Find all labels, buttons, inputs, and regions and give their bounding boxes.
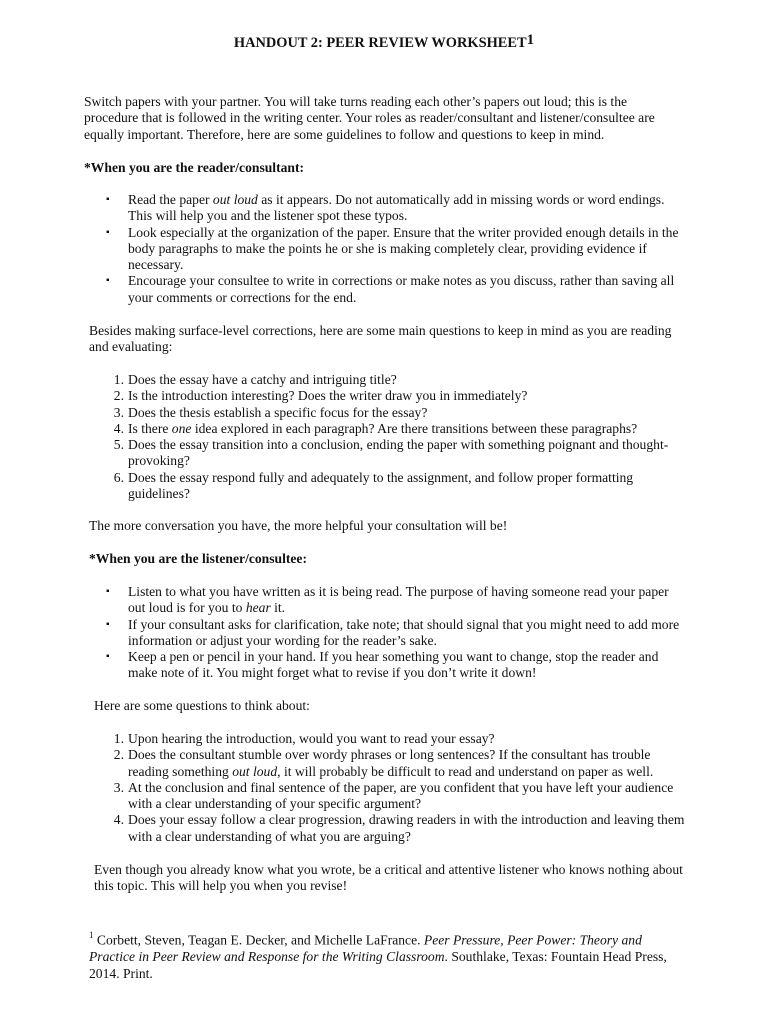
title-text: HANDOUT 2: PEER REVIEW WORKSHEET	[233, 35, 527, 51]
list-item: 6. Does the essay respond fully and adequately to the assignment, and follow proper formatting guidelines?	[113, 469, 634, 502]
list-item: 4. Is there one idea explored in each paragraph? Are there transitions between these paragraphs?	[113, 420, 638, 436]
list-item: 3. Does the thesis establish a specific focus for the essay?	[113, 404, 428, 420]
bullet-icon: ▪	[106, 586, 110, 597]
list-item: 1. Upon hearing the introduction, would you want to read your essay?	[113, 731, 495, 746]
bullet-icon: ▪	[106, 226, 110, 238]
footnote-mark: 1	[89, 930, 94, 940]
bullet-icon: ▪	[106, 194, 110, 205]
list-item: 3. At the conclusion and final sentence of the paper, are you confident that you have left your audience with a clear understanding of your specific argument?	[113, 779, 674, 812]
list-item: 1. Does the essay have a catchy and intriguing title?	[113, 372, 397, 387]
reader-heading: *When you are the reader/consultant:	[84, 160, 305, 175]
list-item: 2. Does the consultant stumble over wordy phrases or long sentences? If the consultant has trouble reading something out loud, it will probably be difficult to read and understand on paper as well.	[113, 747, 654, 779]
list-item: ▪ Encourage your consultee to write in corrections or make notes as you discuss, rather than saving all your comments or corrections for the end.	[106, 273, 675, 305]
think-about-paragraph: Here are some questions to think about:	[94, 698, 310, 713]
title-footnote-mark: 1	[526, 32, 535, 48]
footnote-book-title: Peer Pressure, Peer Power: Theory and Practice in Peer Review and Response for the Writing Classroom	[89, 932, 642, 965]
reader-question-list	[106, 372, 686, 502]
list-item: ▪ Read the paper out loud as it appears. Do not automatically add in missing words or word endings. This will help you and the listener spot these typos.	[106, 192, 665, 224]
listener-bullet-list	[106, 584, 686, 682]
list-item: ▪ Listen to what you have written as it is being read. The purpose of having someone read your paper out loud is for you to hear it.	[106, 584, 669, 616]
list-item: ▪ If your consultant asks for clarification, take note; that should signal that you might need to add more information or adjust your wording for the reader’s sake.	[106, 616, 680, 648]
bullet-icon: ▪	[106, 651, 110, 663]
footnote	[89, 928, 685, 982]
closing-paragraph: Even though you already know what you wrote, be a critical and attentive listener who knows nothing about this topic. This will help you when you revise!	[94, 862, 683, 894]
intro-paragraph: Switch papers with your partner. You will take turns reading each other’s papers out loud; this is the procedure that is followed in the writing center. Your roles as reader/consultant and listener/consultee are equally important. Therefore, here are some guidelines to follow and questions to keep in mind.	[84, 94, 655, 142]
footnote-authors: Corbett, Steven, Teagan E. Decker, and Michelle LaFrance.	[93, 932, 424, 948]
list-item: ▪ Look especially at the organization of the paper. Ensure that the writer provided enough details in the body paragraphs to make the points he or she is making completely clear, providing evidence if necessary.	[106, 224, 679, 273]
bullet-icon: ▪	[106, 618, 110, 630]
conversation-paragraph: The more conversation you have, the more helpful your consultation will be!	[89, 518, 508, 533]
list-item: ▪ Keep a pen or pencil in your hand. If you hear something you want to change, stop the reader and make note of it. You might forget what to revise if you don’t write it down!	[106, 649, 659, 681]
listener-question-list	[106, 731, 688, 845]
footnote-publisher: . Southlake, Texas: Fountain Head Press, 2014. Print.	[89, 949, 667, 981]
list-item: 2. Is the introduction interesting? Does the writer draw you in immediately?	[113, 388, 528, 404]
reader-bullet-list	[106, 192, 684, 306]
listener-heading: *When you are the listener/consultee:	[89, 551, 307, 566]
list-item: 5. Does the essay transition into a conclusion, ending the paper with something poignant and thought-provoking?	[113, 437, 669, 469]
list-item: 4. Does your essay follow a clear progression, drawing readers in with the introduction and leaving them with a clear understanding of what you are arguing?	[113, 812, 685, 844]
page-title	[0, 34, 768, 52]
besides-paragraph: Besides making surface-level corrections, here are some main questions to keep in mind as you are reading and evaluating:	[89, 323, 672, 355]
bullet-icon: ▪	[106, 275, 110, 287]
